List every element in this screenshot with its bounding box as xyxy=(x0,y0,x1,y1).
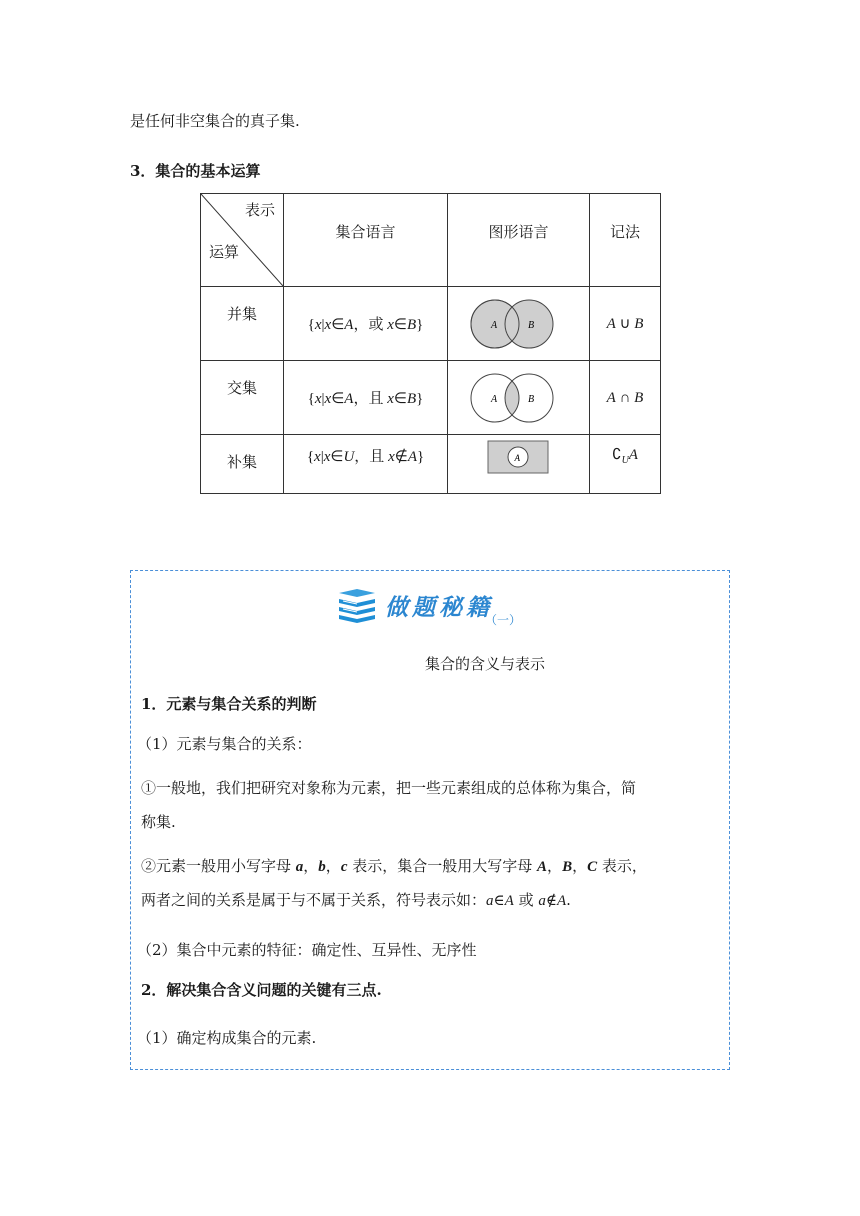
header-notation: 记法 xyxy=(590,194,661,287)
svg-text:A: A xyxy=(491,319,498,331)
paragraph-5: （2）集合中元素的特征：确定性、互异性、无序性 xyxy=(137,941,477,959)
paragraph-4: 两者之间的关系是属于与不属于关系，符号表示如：a∈A 或 a∉A. xyxy=(141,891,571,909)
corner-cell xyxy=(201,194,284,287)
paragraph-3: ②元素一般用小写字母 a，b，c 表示，集合一般用大写字母 A，B，C 表示， xyxy=(141,857,647,875)
heading-1: 1．元素与集合关系的判断 xyxy=(141,695,317,713)
heading-2: 2．解决集合含义问题的关键有三点. xyxy=(141,981,382,999)
row-intersection-name: 交集 xyxy=(201,361,284,435)
row-union-notation: A ∪ B xyxy=(590,287,661,361)
corner-top-label: 表示 xyxy=(244,201,275,219)
banner-title: 做题秘籍 xyxy=(385,595,493,621)
banner-subtitle: （一） xyxy=(485,613,522,627)
intro-line: 是任何非空集合的真子集. xyxy=(130,112,300,130)
header-graphic-language: 图形语言 xyxy=(448,194,590,287)
row-complement-name: 补集 xyxy=(201,435,284,494)
svg-text:B: B xyxy=(528,319,535,331)
complement-venn-diagram xyxy=(448,439,589,479)
intersection-venn-diagram xyxy=(448,368,589,428)
paragraph-6: （1）确定构成集合的元素. xyxy=(137,1029,317,1047)
row-union-diagram xyxy=(448,287,590,361)
corner-bottom-label: 运算 xyxy=(209,243,240,261)
row-complement-diagram xyxy=(448,435,590,494)
complement-formula: {x|x∈U，且 x∉A} xyxy=(306,449,425,465)
paragraph-2b: 称集. xyxy=(141,813,176,831)
set-operations-table xyxy=(200,193,661,494)
row-intersection-set-language xyxy=(284,361,448,435)
svg-text:B: B xyxy=(528,393,535,405)
union-venn-diagram xyxy=(448,294,589,354)
tips-box xyxy=(130,570,730,1070)
row-intersection-diagram xyxy=(448,361,590,435)
row-complement-set-language xyxy=(284,435,448,494)
section-subtitle: 集合的含义与表示 xyxy=(425,655,546,673)
row-complement-notation: $∁_UA$ xyxy=(590,435,661,494)
svg-text:A: A xyxy=(514,453,520,463)
paragraph-1: （1）元素与集合的关系： xyxy=(137,735,312,753)
row-union-set-language xyxy=(284,287,448,361)
intersection-formula: {x|x∈A，且 x∈B} xyxy=(307,391,424,407)
row-intersection-notation: A ∩ B xyxy=(590,361,661,435)
header-set-language: 集合语言 xyxy=(284,194,448,287)
section-3-title: 3．集合的基本运算 xyxy=(130,162,261,180)
paragraph-2a: ①一般地，我们把研究对象称为元素，把一些元素组成的总体称为集合，简 xyxy=(141,779,637,797)
row-union-name: 并集 xyxy=(201,287,284,361)
union-formula: {x|x∈A，或 x∈B} xyxy=(307,317,424,333)
stacked-books-icon xyxy=(335,587,379,623)
svg-text:A: A xyxy=(491,393,498,405)
